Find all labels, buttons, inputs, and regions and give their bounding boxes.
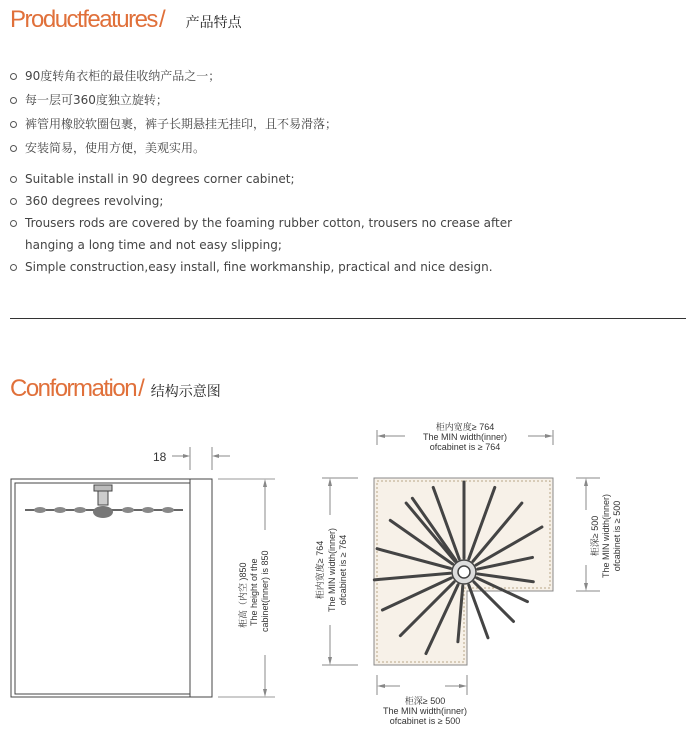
side-view-drawing xyxy=(11,447,275,697)
cabinet-height-en2: cabinet(inner) is 850 xyxy=(260,550,270,632)
list-item: 90度转角衣柜的最佳收纳产品之一； xyxy=(10,64,337,88)
bottom-depth-en1: The MIN width(inner) xyxy=(382,706,468,716)
list-item: Simple construction,easy install, fine workmanship, practical and nice design. xyxy=(10,256,512,278)
bottom-depth-en2: ofcabinet is ≥ 500 xyxy=(389,716,461,726)
cabinet-height-en1: The height of the xyxy=(249,558,259,626)
top-width-zh: 柜内宽度≥ 764 xyxy=(435,422,495,432)
heading-slash: / xyxy=(138,375,145,402)
conformation-heading-en: Conformation xyxy=(10,375,137,402)
left-width-en1: The MIN width(inner) xyxy=(327,527,337,613)
list-item: 裤管用橡胶软圈包裹，裤子长期悬挂无挂印，且不易滑落； xyxy=(10,112,337,136)
conformation-heading-zh: 结构示意图 xyxy=(150,384,221,400)
cabinet-height-zh: 柜高（内空 )850 xyxy=(238,562,248,628)
list-item-continuation: hanging a long time and not easy slipping; xyxy=(25,238,282,252)
features-heading-zh: 产品特点 xyxy=(185,15,242,31)
list-item: Suitable install in 90 degrees corner cabinet; xyxy=(10,168,512,190)
list-item: 安装简易，使用方便，美观实用。 xyxy=(10,136,337,160)
top-view-drawing xyxy=(322,430,600,695)
list-item: 360 degrees revolving; xyxy=(10,190,512,212)
features-heading-en: Productfeatures xyxy=(10,6,157,33)
heading-slash: / xyxy=(158,6,166,33)
left-width-zh: 柜内宽度≥ 764 xyxy=(315,540,325,600)
top-width-en2: ofcabinet is ≥ 764 xyxy=(429,442,501,452)
left-width-en2: ofcabinet is ≥ 764 xyxy=(338,534,348,606)
bottom-depth-zh: 柜深≥ 500 xyxy=(404,696,446,706)
right-depth-zh: 柜深≥ 500 xyxy=(590,515,600,557)
list-item: Trousers rods are covered by the foaming rubber cotton, trousers no crease after xyxy=(10,212,512,234)
dimension-18-label: 18 xyxy=(153,450,167,464)
top-width-en1: The MIN width(inner) xyxy=(422,432,508,442)
list-item: 每一层可360度独立旋转； xyxy=(10,88,337,112)
right-depth-en1: The MIN width(inner) xyxy=(601,493,611,579)
right-depth-en2: ofcabinet is ≥ 500 xyxy=(612,500,622,572)
